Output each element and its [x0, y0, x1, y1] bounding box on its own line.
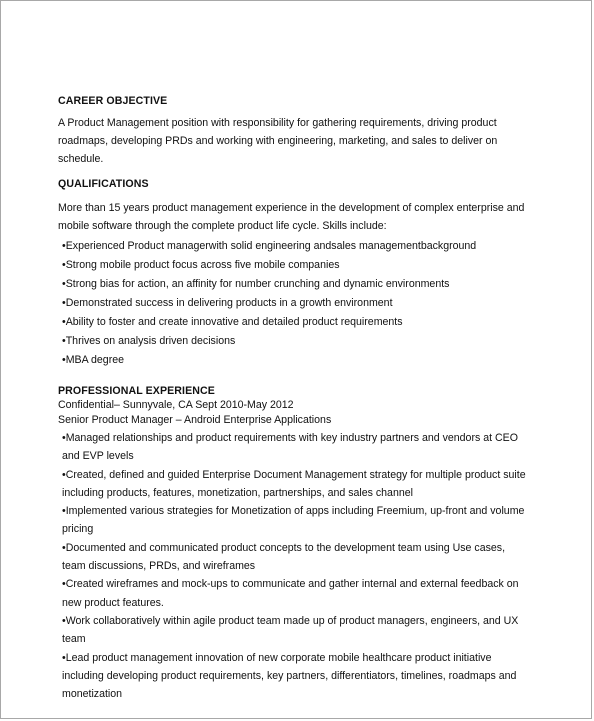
experience-employer: Confidential– Sunnyvale, CA Sept 2010-May 2012 — [58, 399, 294, 411]
qualification-item: •Strong bias for action, an affinity for number crunching and dynamic environments — [62, 278, 450, 290]
qualification-item: •Ability to foster and create innovative and detailed product requirements — [62, 316, 403, 328]
experience-list — [62, 429, 528, 703]
experience-item: •Work collaboratively within agile product team made up of product managers, engineers, and UX team — [62, 614, 519, 646]
career-objective-text: A Product Management position with responsibility for gathering requirements, driving product roadmaps, developing PRDs and working with engineering, marketing, and sales to deliver on schedule. — [58, 117, 498, 165]
qualification-item: •Strong mobile product focus across five mobile companies — [62, 259, 340, 271]
experience-item: •Created wireframes and mock-ups to communicate and gather internal and external feedback on new product features. — [62, 578, 519, 609]
qualification-item: •Demonstrated success in delivering products in a growth environment — [62, 297, 393, 309]
experience-item: •Lead product management innovation of new corporate mobile healthcare product initiative including developing product requirements, key partners, differentiators, timelines, roadmaps and monetization — [62, 651, 517, 701]
career-objective-heading: CAREER OBJECTIVE — [58, 95, 168, 107]
qualifications-list — [62, 237, 528, 370]
qualifications-intro: More than 15 years product management experience in the development of complex enterprise and mobile software through the complete product life cycle. Skills include: — [58, 202, 525, 232]
experience-role: Senior Product Manager – Android Enterprise Applications — [58, 414, 332, 426]
qualifications-heading: QUALIFICATIONS — [58, 178, 149, 190]
experience-item: •Implemented various strategies for Monetization of apps including Freemium, up-front and volume pricing — [62, 505, 525, 536]
experience-item: •Documented and communicated product concepts to the development team using Use cases, team discussions, PRDs, and wireframes — [62, 541, 506, 573]
resume-content — [58, 95, 528, 703]
qualification-item: •MBA degree — [62, 354, 125, 366]
experience-item: •Created, defined and guided Enterprise Document Management strategy for multiple product suite including products, features, monetization, partnerships, and sales channel — [62, 468, 526, 499]
experience-item: •Managed relationships and product requirements with key industry partners and vendors at CEO and EVP levels — [62, 432, 518, 463]
qualification-item: •Experienced Product managerwith solid engineering andsales managementbackground — [62, 240, 477, 252]
experience-heading: PROFESSIONAL EXPERIENCE — [58, 385, 215, 397]
qualification-item: •Thrives on analysis driven decisions — [62, 335, 236, 347]
